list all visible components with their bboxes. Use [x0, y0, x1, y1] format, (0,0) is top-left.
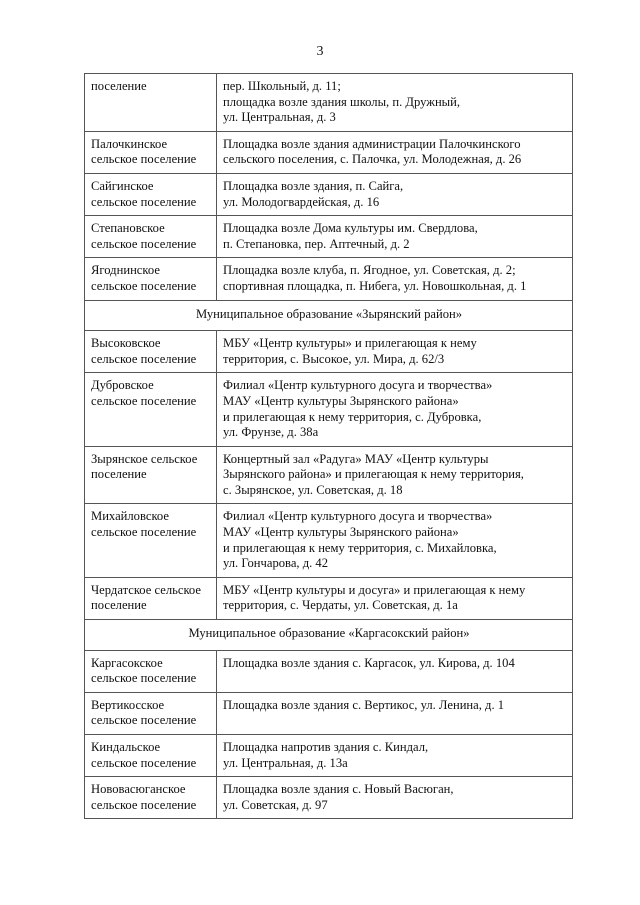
settlement-cell: Ягоднинское сельское поселение: [85, 258, 217, 300]
venue-cell: Площадка возле клуба, п. Ягодное, ул. Советская, д. 2; спортивная площадка, п. Нибега, ул. Новошкольная, д. 1: [217, 258, 573, 300]
section-header-row: [85, 300, 573, 331]
table-row: [85, 504, 573, 577]
settlement-cell: Каргасокское сельское поселение: [85, 650, 217, 692]
venue-cell: Концертный зал «Радуга» МАУ «Центр культуры Зырянского района» и прилегающая к нему территория, с. Зырянское, ул. Советская, д. 18: [217, 446, 573, 504]
table-row: [85, 216, 573, 258]
venue-cell: МБУ «Центр культуры и досуга» и прилегающая к нему территория, с. Чердаты, ул. Советская, д. 1а: [217, 577, 573, 619]
table-row: [85, 650, 573, 692]
venue-cell: МБУ «Центр культуры» и прилегающая к нему территория, с. Высокое, ул. Мира, д. 62/3: [217, 331, 573, 373]
settlement-cell: Палочкинское сельское поселение: [85, 131, 217, 173]
settlement-cell: Дубровское сельское поселение: [85, 373, 217, 446]
settlement-cell: Зырянское сельское поселение: [85, 446, 217, 504]
table-row: [85, 373, 573, 446]
section-title: Муниципальное образование «Зырянский район»: [85, 300, 573, 331]
venue-cell: Площадка возле здания, п. Сайга, ул. Молодогвардейская, д. 16: [217, 173, 573, 215]
venue-cell: Площадка возле Дома культуры им. Свердлова, п. Степановка, пер. Аптечный, д. 2: [217, 216, 573, 258]
venue-cell: Площадка возле здания с. Новый Васюган, ул. Советская, д. 97: [217, 777, 573, 819]
section-title: Муниципальное образование «Каргасокский район»: [85, 620, 573, 651]
settlement-cell: поселение: [85, 74, 217, 132]
settlement-cell: Вертикосское сельское поселение: [85, 692, 217, 734]
table-row: [85, 577, 573, 619]
venue-cell: Площадка напротив здания с. Киндал, ул. Центральная, д. 13а: [217, 735, 573, 777]
venue-cell: Площадка возле здания администрации Палочкинского сельского поселения, с. Палочка, ул. Молодежная, д. 26: [217, 131, 573, 173]
venues-table: [84, 73, 573, 819]
settlement-cell: Степановское сельское поселение: [85, 216, 217, 258]
table-row: [85, 258, 573, 300]
table-row: [85, 173, 573, 215]
table-row: [85, 735, 573, 777]
page-number: 3: [316, 44, 324, 59]
table-row: [85, 74, 573, 132]
table-row: [85, 446, 573, 504]
settlement-cell: Киндальское сельское поселение: [85, 735, 217, 777]
settlement-cell: Чердатское сельское поселение: [85, 577, 217, 619]
settlement-cell: Высоковское сельское поселение: [85, 331, 217, 373]
settlement-cell: Сайгинское сельское поселение: [85, 173, 217, 215]
venue-cell: пер. Школьный, д. 11; площадка возле здания школы, п. Дружный, ул. Центральная, д. 3: [217, 74, 573, 132]
venues-table-body: [85, 74, 573, 819]
table-row: [85, 692, 573, 734]
venue-cell: Площадка возле здания с. Вертикос, ул. Ленина, д. 1: [217, 692, 573, 734]
table-row: [85, 331, 573, 373]
venue-cell: Филиал «Центр культурного досуга и творчества» МАУ «Центр культуры Зырянского района» и прилегающая к нему территория, с. Михайловка, ул. Гончарова, д. 42: [217, 504, 573, 577]
settlement-cell: Нововасюганское сельское поселение: [85, 777, 217, 819]
table-row: [85, 131, 573, 173]
table-row: [85, 777, 573, 819]
venue-cell: Площадка возле здания с. Каргасок, ул. Кирова, д. 104: [217, 650, 573, 692]
section-header-row: [85, 620, 573, 651]
settlement-cell: Михайловское сельское поселение: [85, 504, 217, 577]
venue-cell: Филиал «Центр культурного досуга и творчества» МАУ «Центр культуры Зырянского района» и прилегающая к нему территория, с. Дубровка, ул. Фрунзе, д. 38а: [217, 373, 573, 446]
